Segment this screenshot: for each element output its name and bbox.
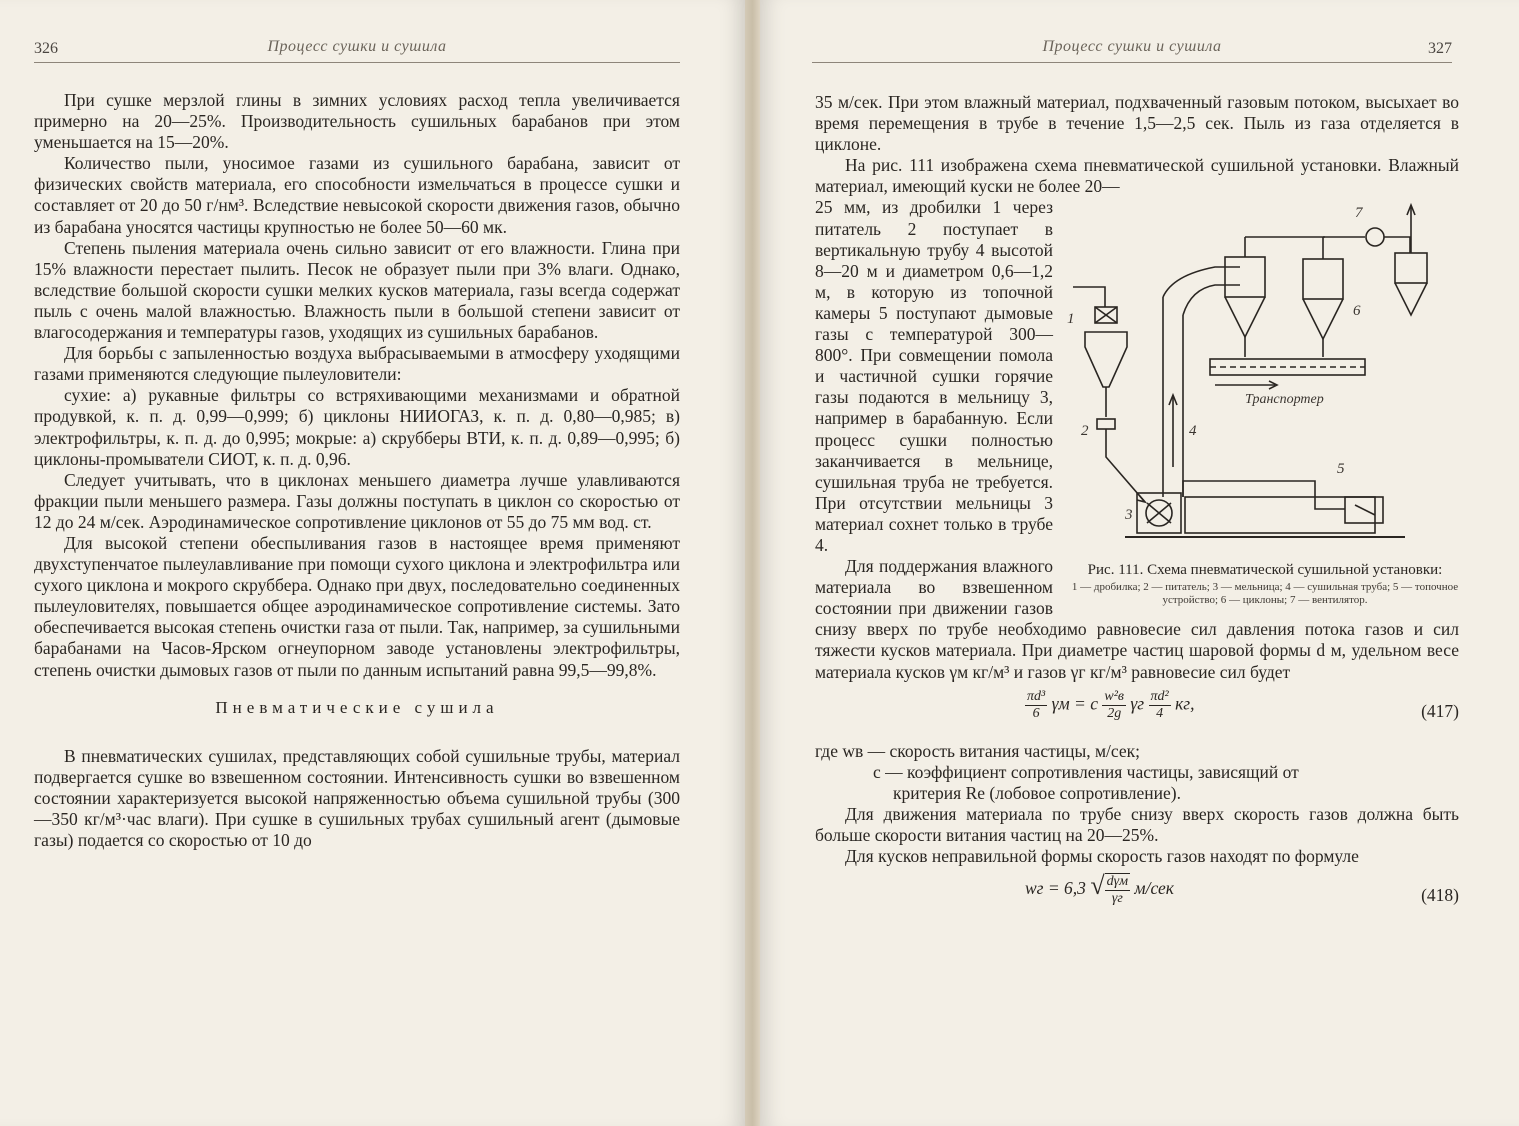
feeder-hopper-shape [1085, 332, 1127, 387]
left-paragraph-6: Следует учитывать, что в циклонах меньшего диаметра лучше улавливаются фракции пыли меньшего размера. Газы должны поступать в циклон со скоростью от 12 до 24 м/сек. Аэродинамическое сопротивление циклонов от 55 до 75 мм вод. ст. [34, 469, 680, 532]
left-page-number: 326 [34, 40, 58, 57]
frac-sqrt: $\frac{\text{dγм}}{\gamma г}$ [1106, 874, 1129, 907]
left-running-head [34, 38, 680, 63]
fan-shape [1366, 228, 1384, 246]
equation-number-418: (418) [1421, 885, 1459, 906]
left-paragraph-3: Степень пыления материала очень сильно зависит от его влажности. Глина при 15% влажности перестает пылить. Песок не образует пыли при 3% влаги. Однако, вследствие большой скорости сушки мелких кусков материала, газы всегда содержат пыль с очень малой влажностью. Влажность пыли в большой степени зависит от влагосодержания и температуры газов, уходящих из сушильных барабанов. [34, 237, 680, 343]
diagram-label-2: 2 [1081, 423, 1089, 440]
formula-417 [815, 689, 1459, 737]
diagram-label-1: 1 [1067, 311, 1075, 328]
diagram-label-7: 7 [1355, 205, 1363, 222]
diagram-label-3: 3 [1125, 507, 1133, 524]
formula-417-expression [1025, 689, 1194, 722]
figure-legend: 1 — дробилка; 2 — питатель; 3 — мельница; 4 — сушильная труба; 5 — топочное устройство; 6 — циклоны; 7 — вентилятор. [1071, 581, 1459, 607]
sqrt-sign: √ [1090, 871, 1105, 901]
book-gutter [745, 0, 760, 1126]
diagram-label-4: 4 [1189, 423, 1197, 440]
right-paragraph-5: Для кусков неправильной формы скорость газов находят по формуле [845, 846, 1359, 867]
symbol-equals: = [1074, 693, 1086, 714]
formula-418 [815, 873, 1459, 921]
left-body-text [34, 90, 680, 851]
formula-418-expression [1025, 873, 1174, 907]
left-paragraph-4: Для борьбы с запыленностью воздуха выбрасываемыми в атмосферу уходящими газами применяются следующие пылеуловители: [34, 343, 680, 385]
right-paragraph-2-wrap: 25 мм, из дробилки 1 через питатель 2 поступает в вертикальную трубу 4 высотой 8—20 м и диаметром 0,6—1,2 м, в которую из топочной камеры 5 поступают дымовые газы с температурой 300—800°. При совмещении помола и частичной сушки горячие газы подаются в мельницу 3, например в барабанную. Если процесс сушки полностью заканчивается в мельнице, сушильная труба не требуется. При отсутствии мельницы 3 материал сохнет только в трубе 4. [815, 197, 1053, 555]
left-paragraph-7: Для высокой степени обеспыливания газов в настоящее время применяют двухступенчатое пылеулавливание при помощи сухого циклона и электрофильтра или сухого циклона и мокрого скруббера. Однако при двух, последовательно соединенных пылеуловителях, повышается общее аэродинамическое сопротивление системы. Зато обеспечивается высокая степень очистки газа от пыли. Так, например, за сушильными барабанами на Часов-Ярском огнеупорном заводе установлены электрофильтры, степень очистки дымовых газов от пыли по данным испытаний равна 99,5—99,8%. [34, 532, 680, 680]
formula-417-unit: кг, [1175, 693, 1195, 714]
right-page-number: 327 [1428, 40, 1452, 57]
diagram-label-transporter: Транспортер [1245, 392, 1324, 408]
cyclone-2-shape [1303, 259, 1343, 299]
equation-number-417: (417) [1421, 700, 1459, 721]
frac-rhs: $\frac{\text{πd²}}{4}$ [1150, 688, 1169, 721]
right-paragraph-3: Для поддержания влажного материала во взвешенном состоянии при движении газов снизу вверх по трубе необходимо равновесие сил давления потока газов и сил тяжести кусков материала. При диаметре частиц шаровой формы d м, удельном весе материала кусков γм кг/м³ и газов γг кг/м³ равновесие сил будет [815, 556, 1459, 682]
right-page [760, 0, 1519, 1126]
definition-c: c — коэффициент сопротивления частицы, зависящий от [873, 761, 1299, 782]
symbol-gamma-g: γг [1130, 693, 1145, 714]
right-paragraph-4: Для движения материала по трубе снизу вверх скорость газов должна быть больше скорости витания частиц на 20—25%. [815, 803, 1459, 845]
formula-definitions [815, 741, 1459, 804]
left-running-title: Процесс сушки и сушила [267, 38, 447, 55]
right-body-text [815, 92, 1459, 925]
right-running-title: Процесс сушки и сушила [1042, 38, 1222, 55]
left-paragraph-8: В пневматических сушилах, представляющих собой сушильные трубы, материал подвергается сушке во взвешенном состоянии. Интенсивность сушки во взвешенном состоянии характеризуется высокой напряженностью объема сушильной трубы (300—350 кг/м³·час влаги). При сушке в сушильных трубах сушильный агент (дымовые газы) подается со скоростью от 10 до [34, 745, 680, 851]
formula-418-lhs: wг = 6,3 [1025, 878, 1086, 899]
right-paragraph-1: 35 м/сек. При этом влажный материал, подхваченный газовым потоком, высыхает во время перемещения в трубе в течение 1,5—2,5 сек. Пыль из газа отделяется в циклоне. [815, 92, 1459, 155]
furnace-shape [1185, 497, 1375, 533]
frac-lhs: $\frac{\text{πd³}}{6}$ [1027, 688, 1046, 721]
formula-418-unit: м/сек [1134, 878, 1174, 899]
definition-wv: где wв — скорость витания частицы, м/сек; [815, 740, 1141, 761]
left-page [0, 0, 745, 1126]
section-title: Пневматические сушила [215, 697, 499, 717]
left-paragraph-2: Количество пыли, уносимое газами из сушильного барабана, зависит от физических свойств материала, его способности измельчаться в процессе сушки и составляет от 20 до 50 г/нм³. Вследствие невысокой скорости движения газов, обычно из барабана уносятся частицы крупностью не более 50—60 мк. [34, 153, 680, 237]
right-paragraph-2-start: На рис. 111 изображена схема пневматической сушильной установки. Влажный материал, имеющий куски не более 20— [815, 155, 1459, 197]
figure-caption: Рис. 111. Схема пневматической сушильной установки: [1087, 562, 1443, 579]
symbol-gamma-m: γм [1051, 693, 1070, 714]
symbol-c: c [1090, 693, 1099, 714]
figure-111 [1065, 197, 1465, 607]
definition-c-cont: критерия Re (лобовое сопротивление). [893, 782, 1181, 803]
diagram-label-5: 5 [1337, 461, 1345, 478]
left-paragraph-5: сухие: а) рукавные фильтры со встряхивающими механизмами и обратной продувкой, к. п. д. 0,99—0,999; б) циклоны НИИОГАЗ, к. п. д. 0,80—0,985; в) электрофильтры, к. п. д. до 0,995; мокрые: а) скрубберы ВТИ, к. п. д. 0,89—0,995; б) циклоны-промыватели СИОТ, к. п. д. 0,96. [34, 385, 680, 469]
frac-w: $\frac{\text{w²в}}{2g}$ [1104, 688, 1125, 721]
right-running-head [812, 38, 1452, 63]
pneumatic-dryer-diagram [1065, 197, 1465, 557]
feeder-shape [1097, 419, 1115, 429]
diagram-label-6: 6 [1353, 303, 1361, 320]
left-paragraph-1: При сушке мерзлой глины в зимних условиях расход тепла увеличивается примерно на 20—25%. Производительность сушильных барабанов при этом уменьшается на 15—20%. [34, 90, 680, 153]
cyclone-1-shape [1225, 257, 1265, 297]
